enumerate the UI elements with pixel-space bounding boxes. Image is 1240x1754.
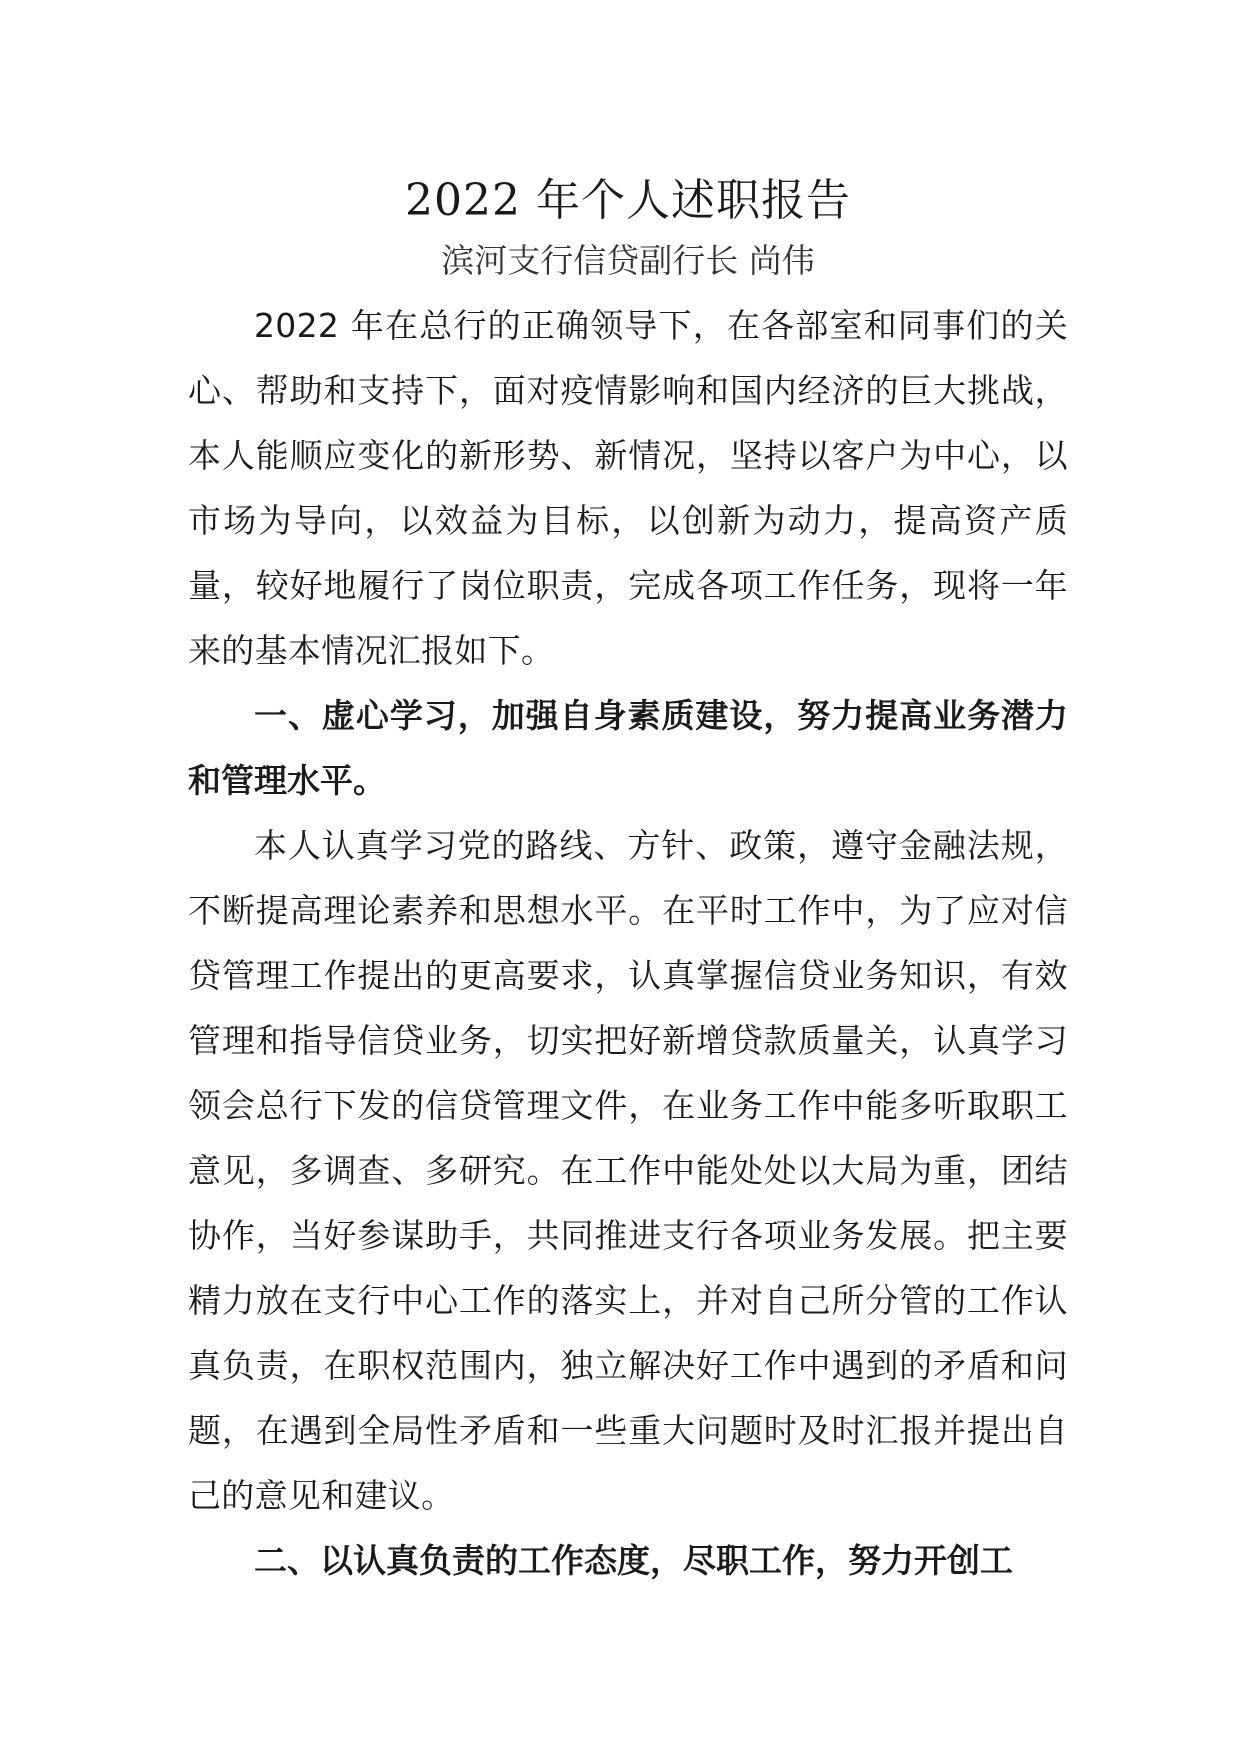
section-heading-1: 一、虚心学习，加强自身素质建设，努力提高业务潜力和管理水平。 xyxy=(188,696,1068,800)
document-page xyxy=(188,165,1068,1593)
document-title: 2022 年个人述职报告 xyxy=(405,175,851,226)
intro-paragraph: 2022 年在总行的正确领导下，在各部室和同事们的关心、帮助和支持下，面对疫情影响和国内经济的巨大挑战，本人能顺应变化的新形势、新情况，坚持以客户为中心，以市场为导向，以效益为目标，以创新为动力，提高资产质量，较好地履行了岗位职责，完成各项工作任务，现将一年来的基本情况汇报如下。 xyxy=(188,306,1068,670)
section-heading-2: 二、以认真负责的工作态度，尽职工作，努力开创工 xyxy=(254,1541,1013,1580)
document-subtitle: 滨河支行信贷副行长 尚伟 xyxy=(441,241,815,280)
section-1-paragraph: 本人认真学习党的路线、方针、政策，遵守金融法规，不断提高理论素养和思想水平。在平时工作中，为了应对信贷管理工作提出的更高要求，认真掌握信贷业务知识，有效管理和指导信贷业务，切实把好新增贷款质量关，认真学习领会总行下发的信贷管理文件，在业务工作中能多听取职工意见，多调查、多研究。在工作中能处处以大局为重，团结协作，当好参谋助手，共同推进支行各项业务发展。把主要精力放在支行中心工作的落实上，并对自己所分管的工作认真负责，在职权范围内，独立解决好工作中遇到的矛盾和问题，在遇到全局性矛盾和一些重大问题时及时汇报并提出自己的意见和建议。 xyxy=(188,826,1068,1515)
